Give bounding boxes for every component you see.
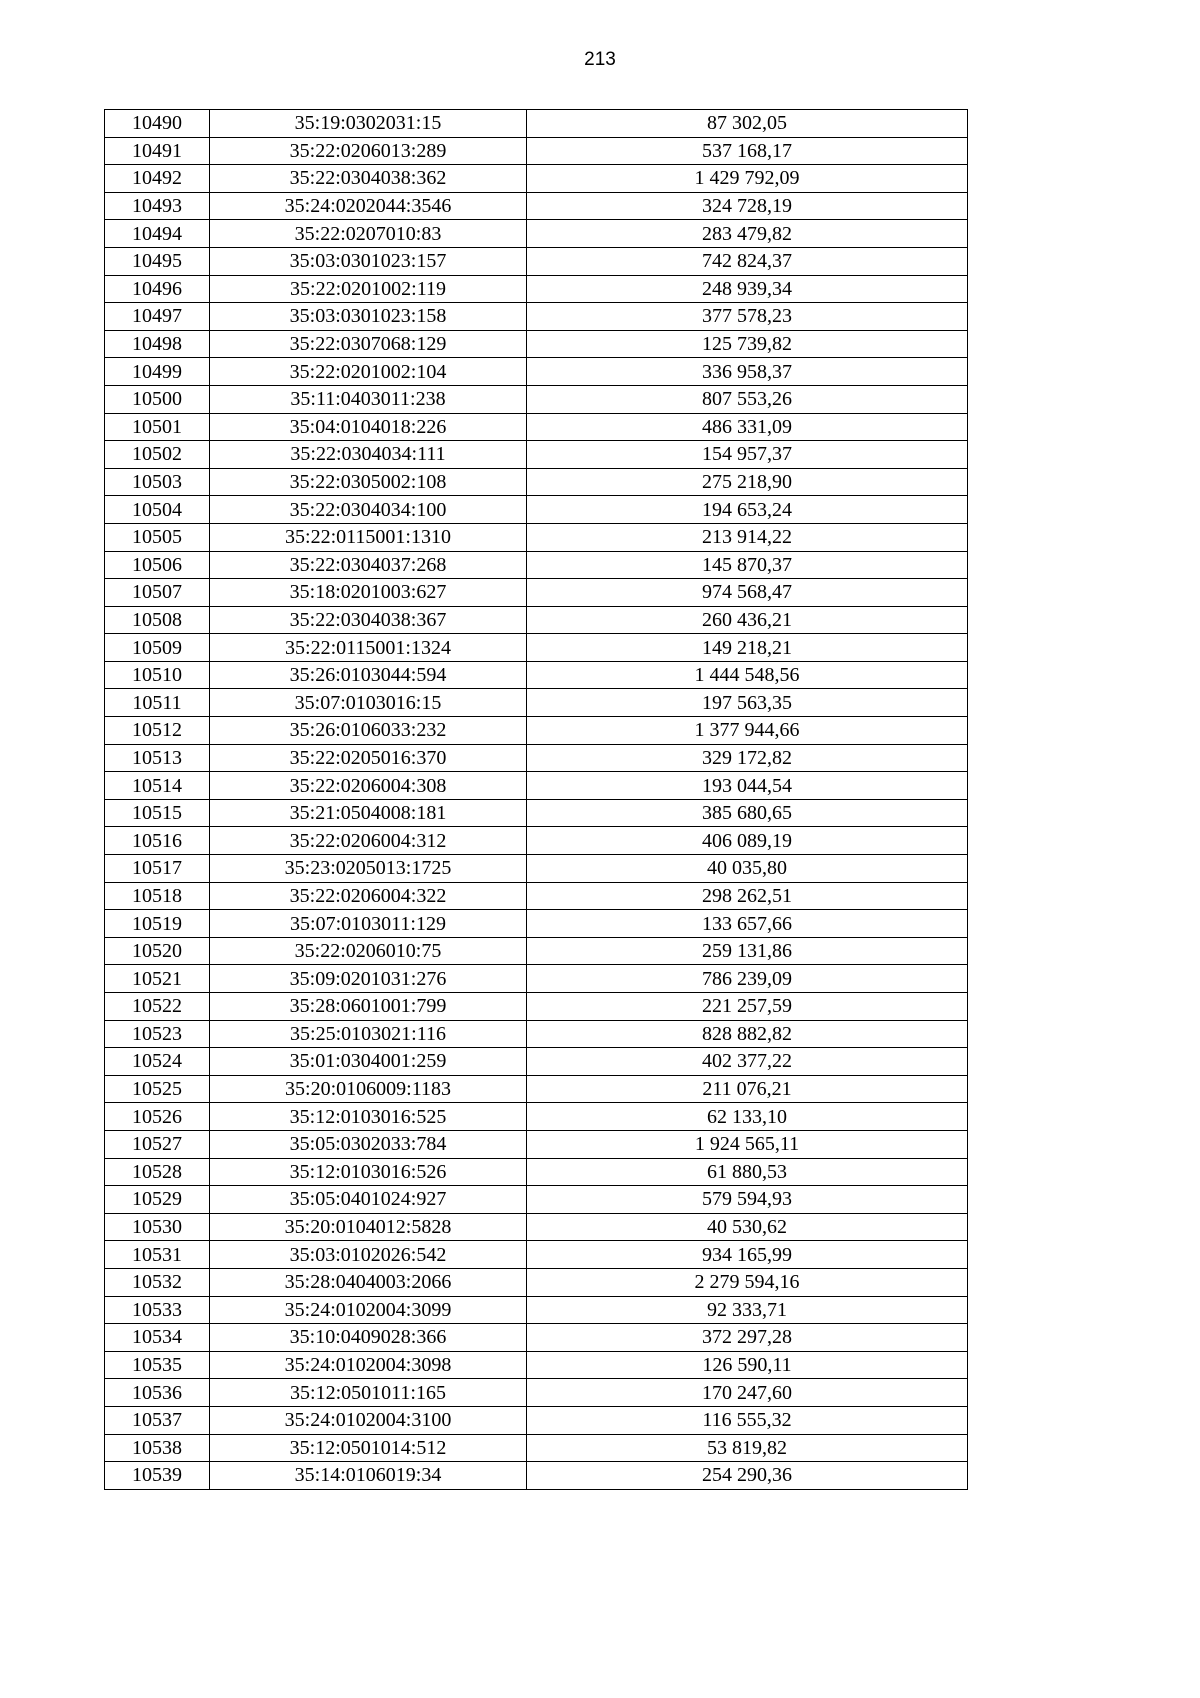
table-row xyxy=(105,1434,968,1462)
value-cell: 537 168,17 xyxy=(527,137,968,165)
row-number-cell: 10502 xyxy=(105,441,210,469)
row-number-cell: 10496 xyxy=(105,275,210,303)
row-number-cell: 10494 xyxy=(105,220,210,248)
value-cell: 742 824,37 xyxy=(527,247,968,275)
value-cell: 170 247,60 xyxy=(527,1379,968,1407)
table-row xyxy=(105,717,968,745)
cadastral-number-cell: 35:03:0301023:158 xyxy=(210,303,527,331)
registry-table xyxy=(104,109,968,1490)
cadastral-number-cell: 35:24:0102004:3099 xyxy=(210,1296,527,1324)
row-number-cell: 10497 xyxy=(105,303,210,331)
value-cell: 260 436,21 xyxy=(527,606,968,634)
table-row xyxy=(105,496,968,524)
value-cell: 385 680,65 xyxy=(527,799,968,827)
table-row xyxy=(105,1075,968,1103)
table-row xyxy=(105,1241,968,1269)
cadastral-number-cell: 35:22:0201002:119 xyxy=(210,275,527,303)
cadastral-number-cell: 35:14:0106019:34 xyxy=(210,1462,527,1490)
value-cell: 336 958,37 xyxy=(527,358,968,386)
row-number-cell: 10529 xyxy=(105,1186,210,1214)
cadastral-number-cell: 35:05:0302033:784 xyxy=(210,1130,527,1158)
table-row xyxy=(105,165,968,193)
table-row xyxy=(105,965,968,993)
row-number-cell: 10521 xyxy=(105,965,210,993)
cadastral-number-cell: 35:25:0103021:116 xyxy=(210,1020,527,1048)
table-row xyxy=(105,247,968,275)
value-cell: 116 555,32 xyxy=(527,1406,968,1434)
cadastral-number-cell: 35:22:0206010:75 xyxy=(210,937,527,965)
row-number-cell: 10530 xyxy=(105,1213,210,1241)
row-number-cell: 10520 xyxy=(105,937,210,965)
cadastral-number-cell: 35:12:0103016:526 xyxy=(210,1158,527,1186)
row-number-cell: 10534 xyxy=(105,1324,210,1352)
row-number-cell: 10538 xyxy=(105,1434,210,1462)
value-cell: 934 165,99 xyxy=(527,1241,968,1269)
cadastral-number-cell: 35:24:0202044:3546 xyxy=(210,192,527,220)
table-row xyxy=(105,275,968,303)
cadastral-number-cell: 35:22:0201002:104 xyxy=(210,358,527,386)
value-cell: 283 479,82 xyxy=(527,220,968,248)
row-number-cell: 10506 xyxy=(105,551,210,579)
row-number-cell: 10536 xyxy=(105,1379,210,1407)
table-row xyxy=(105,358,968,386)
value-cell: 324 728,19 xyxy=(527,192,968,220)
row-number-cell: 10528 xyxy=(105,1158,210,1186)
value-cell: 828 882,82 xyxy=(527,1020,968,1048)
value-cell: 1 444 548,56 xyxy=(527,661,968,689)
value-cell: 40 530,62 xyxy=(527,1213,968,1241)
value-cell: 259 131,86 xyxy=(527,937,968,965)
table-row xyxy=(105,744,968,772)
cadastral-number-cell: 35:12:0103016:525 xyxy=(210,1103,527,1131)
table-row xyxy=(105,330,968,358)
table-row xyxy=(105,220,968,248)
row-number-cell: 10507 xyxy=(105,579,210,607)
value-cell: 275 218,90 xyxy=(527,468,968,496)
cadastral-number-cell: 35:05:0401024:927 xyxy=(210,1186,527,1214)
value-cell: 125 739,82 xyxy=(527,330,968,358)
cadastral-number-cell: 35:26:0106033:232 xyxy=(210,717,527,745)
cadastral-number-cell: 35:19:0302031:15 xyxy=(210,110,527,138)
table-row xyxy=(105,855,968,883)
value-cell: 193 044,54 xyxy=(527,772,968,800)
cadastral-number-cell: 35:22:0304034:111 xyxy=(210,441,527,469)
row-number-cell: 10532 xyxy=(105,1268,210,1296)
row-number-cell: 10499 xyxy=(105,358,210,386)
table-row xyxy=(105,110,968,138)
cadastral-number-cell: 35:07:0103016:15 xyxy=(210,689,527,717)
table-row xyxy=(105,1406,968,1434)
value-cell: 377 578,23 xyxy=(527,303,968,331)
row-number-cell: 10490 xyxy=(105,110,210,138)
table-row xyxy=(105,1351,968,1379)
row-number-cell: 10519 xyxy=(105,910,210,938)
cadastral-number-cell: 35:26:0103044:594 xyxy=(210,661,527,689)
table-row xyxy=(105,689,968,717)
cadastral-number-cell: 35:28:0404003:2066 xyxy=(210,1268,527,1296)
value-cell: 194 653,24 xyxy=(527,496,968,524)
row-number-cell: 10491 xyxy=(105,137,210,165)
table-row xyxy=(105,1462,968,1490)
value-cell: 254 290,36 xyxy=(527,1462,968,1490)
value-cell: 133 657,66 xyxy=(527,910,968,938)
cadastral-number-cell: 35:10:0409028:366 xyxy=(210,1324,527,1352)
cadastral-number-cell: 35:12:0501014:512 xyxy=(210,1434,527,1462)
row-number-cell: 10495 xyxy=(105,247,210,275)
cadastral-number-cell: 35:22:0206004:312 xyxy=(210,827,527,855)
table-row xyxy=(105,468,968,496)
cadastral-number-cell: 35:22:0304038:367 xyxy=(210,606,527,634)
cadastral-number-cell: 35:04:0104018:226 xyxy=(210,413,527,441)
table-row xyxy=(105,993,968,1021)
cadastral-number-cell: 35:20:0106009:1183 xyxy=(210,1075,527,1103)
value-cell: 149 218,21 xyxy=(527,634,968,662)
cadastral-number-cell: 35:20:0104012:5828 xyxy=(210,1213,527,1241)
cadastral-number-cell: 35:28:0601001:799 xyxy=(210,993,527,1021)
value-cell: 974 568,47 xyxy=(527,579,968,607)
cadastral-number-cell: 35:22:0304038:362 xyxy=(210,165,527,193)
value-cell: 213 914,22 xyxy=(527,523,968,551)
value-cell: 154 957,37 xyxy=(527,441,968,469)
value-cell: 406 089,19 xyxy=(527,827,968,855)
value-cell: 786 239,09 xyxy=(527,965,968,993)
value-cell: 402 377,22 xyxy=(527,1048,968,1076)
table-row xyxy=(105,551,968,579)
value-cell: 61 880,53 xyxy=(527,1158,968,1186)
table-row xyxy=(105,661,968,689)
row-number-cell: 10510 xyxy=(105,661,210,689)
row-number-cell: 10535 xyxy=(105,1351,210,1379)
table-row xyxy=(105,799,968,827)
table-row xyxy=(105,606,968,634)
row-number-cell: 10527 xyxy=(105,1130,210,1158)
value-cell: 53 819,82 xyxy=(527,1434,968,1462)
row-number-cell: 10513 xyxy=(105,744,210,772)
value-cell: 211 076,21 xyxy=(527,1075,968,1103)
row-number-cell: 10523 xyxy=(105,1020,210,1048)
value-cell: 126 590,11 xyxy=(527,1351,968,1379)
row-number-cell: 10518 xyxy=(105,882,210,910)
cadastral-number-cell: 35:22:0307068:129 xyxy=(210,330,527,358)
cadastral-number-cell: 35:22:0304034:100 xyxy=(210,496,527,524)
table-row xyxy=(105,303,968,331)
cadastral-number-cell: 35:22:0206013:289 xyxy=(210,137,527,165)
row-number-cell: 10515 xyxy=(105,799,210,827)
table-row xyxy=(105,772,968,800)
registry-table-body xyxy=(105,110,968,1490)
table-row xyxy=(105,1213,968,1241)
row-number-cell: 10505 xyxy=(105,523,210,551)
table-row xyxy=(105,1379,968,1407)
row-number-cell: 10533 xyxy=(105,1296,210,1324)
row-number-cell: 10517 xyxy=(105,855,210,883)
cadastral-number-cell: 35:22:0206004:322 xyxy=(210,882,527,910)
value-cell: 329 172,82 xyxy=(527,744,968,772)
cadastral-number-cell: 35:03:0102026:542 xyxy=(210,1241,527,1269)
row-number-cell: 10514 xyxy=(105,772,210,800)
row-number-cell: 10503 xyxy=(105,468,210,496)
row-number-cell: 10504 xyxy=(105,496,210,524)
value-cell: 1 377 944,66 xyxy=(527,717,968,745)
row-number-cell: 10522 xyxy=(105,993,210,1021)
cadastral-number-cell: 35:22:0115001:1310 xyxy=(210,523,527,551)
table-row xyxy=(105,1048,968,1076)
table-row xyxy=(105,441,968,469)
cadastral-number-cell: 35:18:0201003:627 xyxy=(210,579,527,607)
row-number-cell: 10525 xyxy=(105,1075,210,1103)
row-number-cell: 10511 xyxy=(105,689,210,717)
cadastral-number-cell: 35:22:0305002:108 xyxy=(210,468,527,496)
cadastral-number-cell: 35:07:0103011:129 xyxy=(210,910,527,938)
cadastral-number-cell: 35:24:0102004:3098 xyxy=(210,1351,527,1379)
table-row xyxy=(105,137,968,165)
row-number-cell: 10509 xyxy=(105,634,210,662)
row-number-cell: 10531 xyxy=(105,1241,210,1269)
row-number-cell: 10516 xyxy=(105,827,210,855)
table-row xyxy=(105,413,968,441)
cadastral-number-cell: 35:11:0403011:238 xyxy=(210,385,527,413)
value-cell: 807 553,26 xyxy=(527,385,968,413)
value-cell: 92 333,71 xyxy=(527,1296,968,1324)
value-cell: 1 429 792,09 xyxy=(527,165,968,193)
table-row xyxy=(105,634,968,662)
table-row xyxy=(105,1296,968,1324)
table-row xyxy=(105,1158,968,1186)
cadastral-number-cell: 35:22:0115001:1324 xyxy=(210,634,527,662)
row-number-cell: 10500 xyxy=(105,385,210,413)
table-row xyxy=(105,579,968,607)
cadastral-number-cell: 35:22:0207010:83 xyxy=(210,220,527,248)
cadastral-number-cell: 35:12:0501011:165 xyxy=(210,1379,527,1407)
value-cell: 87 302,05 xyxy=(527,110,968,138)
row-number-cell: 10498 xyxy=(105,330,210,358)
value-cell: 486 331,09 xyxy=(527,413,968,441)
value-cell: 372 297,28 xyxy=(527,1324,968,1352)
page-number: 213 xyxy=(584,49,616,70)
cadastral-number-cell: 35:24:0102004:3100 xyxy=(210,1406,527,1434)
value-cell: 579 594,93 xyxy=(527,1186,968,1214)
value-cell: 221 257,59 xyxy=(527,993,968,1021)
cadastral-number-cell: 35:09:0201031:276 xyxy=(210,965,527,993)
cadastral-number-cell: 35:22:0206004:308 xyxy=(210,772,527,800)
row-number-cell: 10493 xyxy=(105,192,210,220)
value-cell: 62 133,10 xyxy=(527,1103,968,1131)
value-cell: 2 279 594,16 xyxy=(527,1268,968,1296)
table-row xyxy=(105,1130,968,1158)
table-row xyxy=(105,1324,968,1352)
table-row xyxy=(105,827,968,855)
value-cell: 197 563,35 xyxy=(527,689,968,717)
cadastral-number-cell: 35:01:0304001:259 xyxy=(210,1048,527,1076)
table-row xyxy=(105,1268,968,1296)
table-row xyxy=(105,882,968,910)
table-row xyxy=(105,910,968,938)
cadastral-number-cell: 35:23:0205013:1725 xyxy=(210,855,527,883)
table-row xyxy=(105,1186,968,1214)
value-cell: 298 262,51 xyxy=(527,882,968,910)
row-number-cell: 10492 xyxy=(105,165,210,193)
cadastral-number-cell: 35:03:0301023:157 xyxy=(210,247,527,275)
row-number-cell: 10512 xyxy=(105,717,210,745)
value-cell: 1 924 565,11 xyxy=(527,1130,968,1158)
row-number-cell: 10501 xyxy=(105,413,210,441)
cadastral-number-cell: 35:22:0304037:268 xyxy=(210,551,527,579)
row-number-cell: 10508 xyxy=(105,606,210,634)
value-cell: 248 939,34 xyxy=(527,275,968,303)
cadastral-number-cell: 35:22:0205016:370 xyxy=(210,744,527,772)
table-row xyxy=(105,937,968,965)
table-row xyxy=(105,192,968,220)
table-row xyxy=(105,1103,968,1131)
row-number-cell: 10537 xyxy=(105,1406,210,1434)
row-number-cell: 10524 xyxy=(105,1048,210,1076)
value-cell: 40 035,80 xyxy=(527,855,968,883)
table-row xyxy=(105,1020,968,1048)
row-number-cell: 10539 xyxy=(105,1462,210,1490)
value-cell: 145 870,37 xyxy=(527,551,968,579)
table-row xyxy=(105,385,968,413)
table-row xyxy=(105,523,968,551)
row-number-cell: 10526 xyxy=(105,1103,210,1131)
cadastral-number-cell: 35:21:0504008:181 xyxy=(210,799,527,827)
